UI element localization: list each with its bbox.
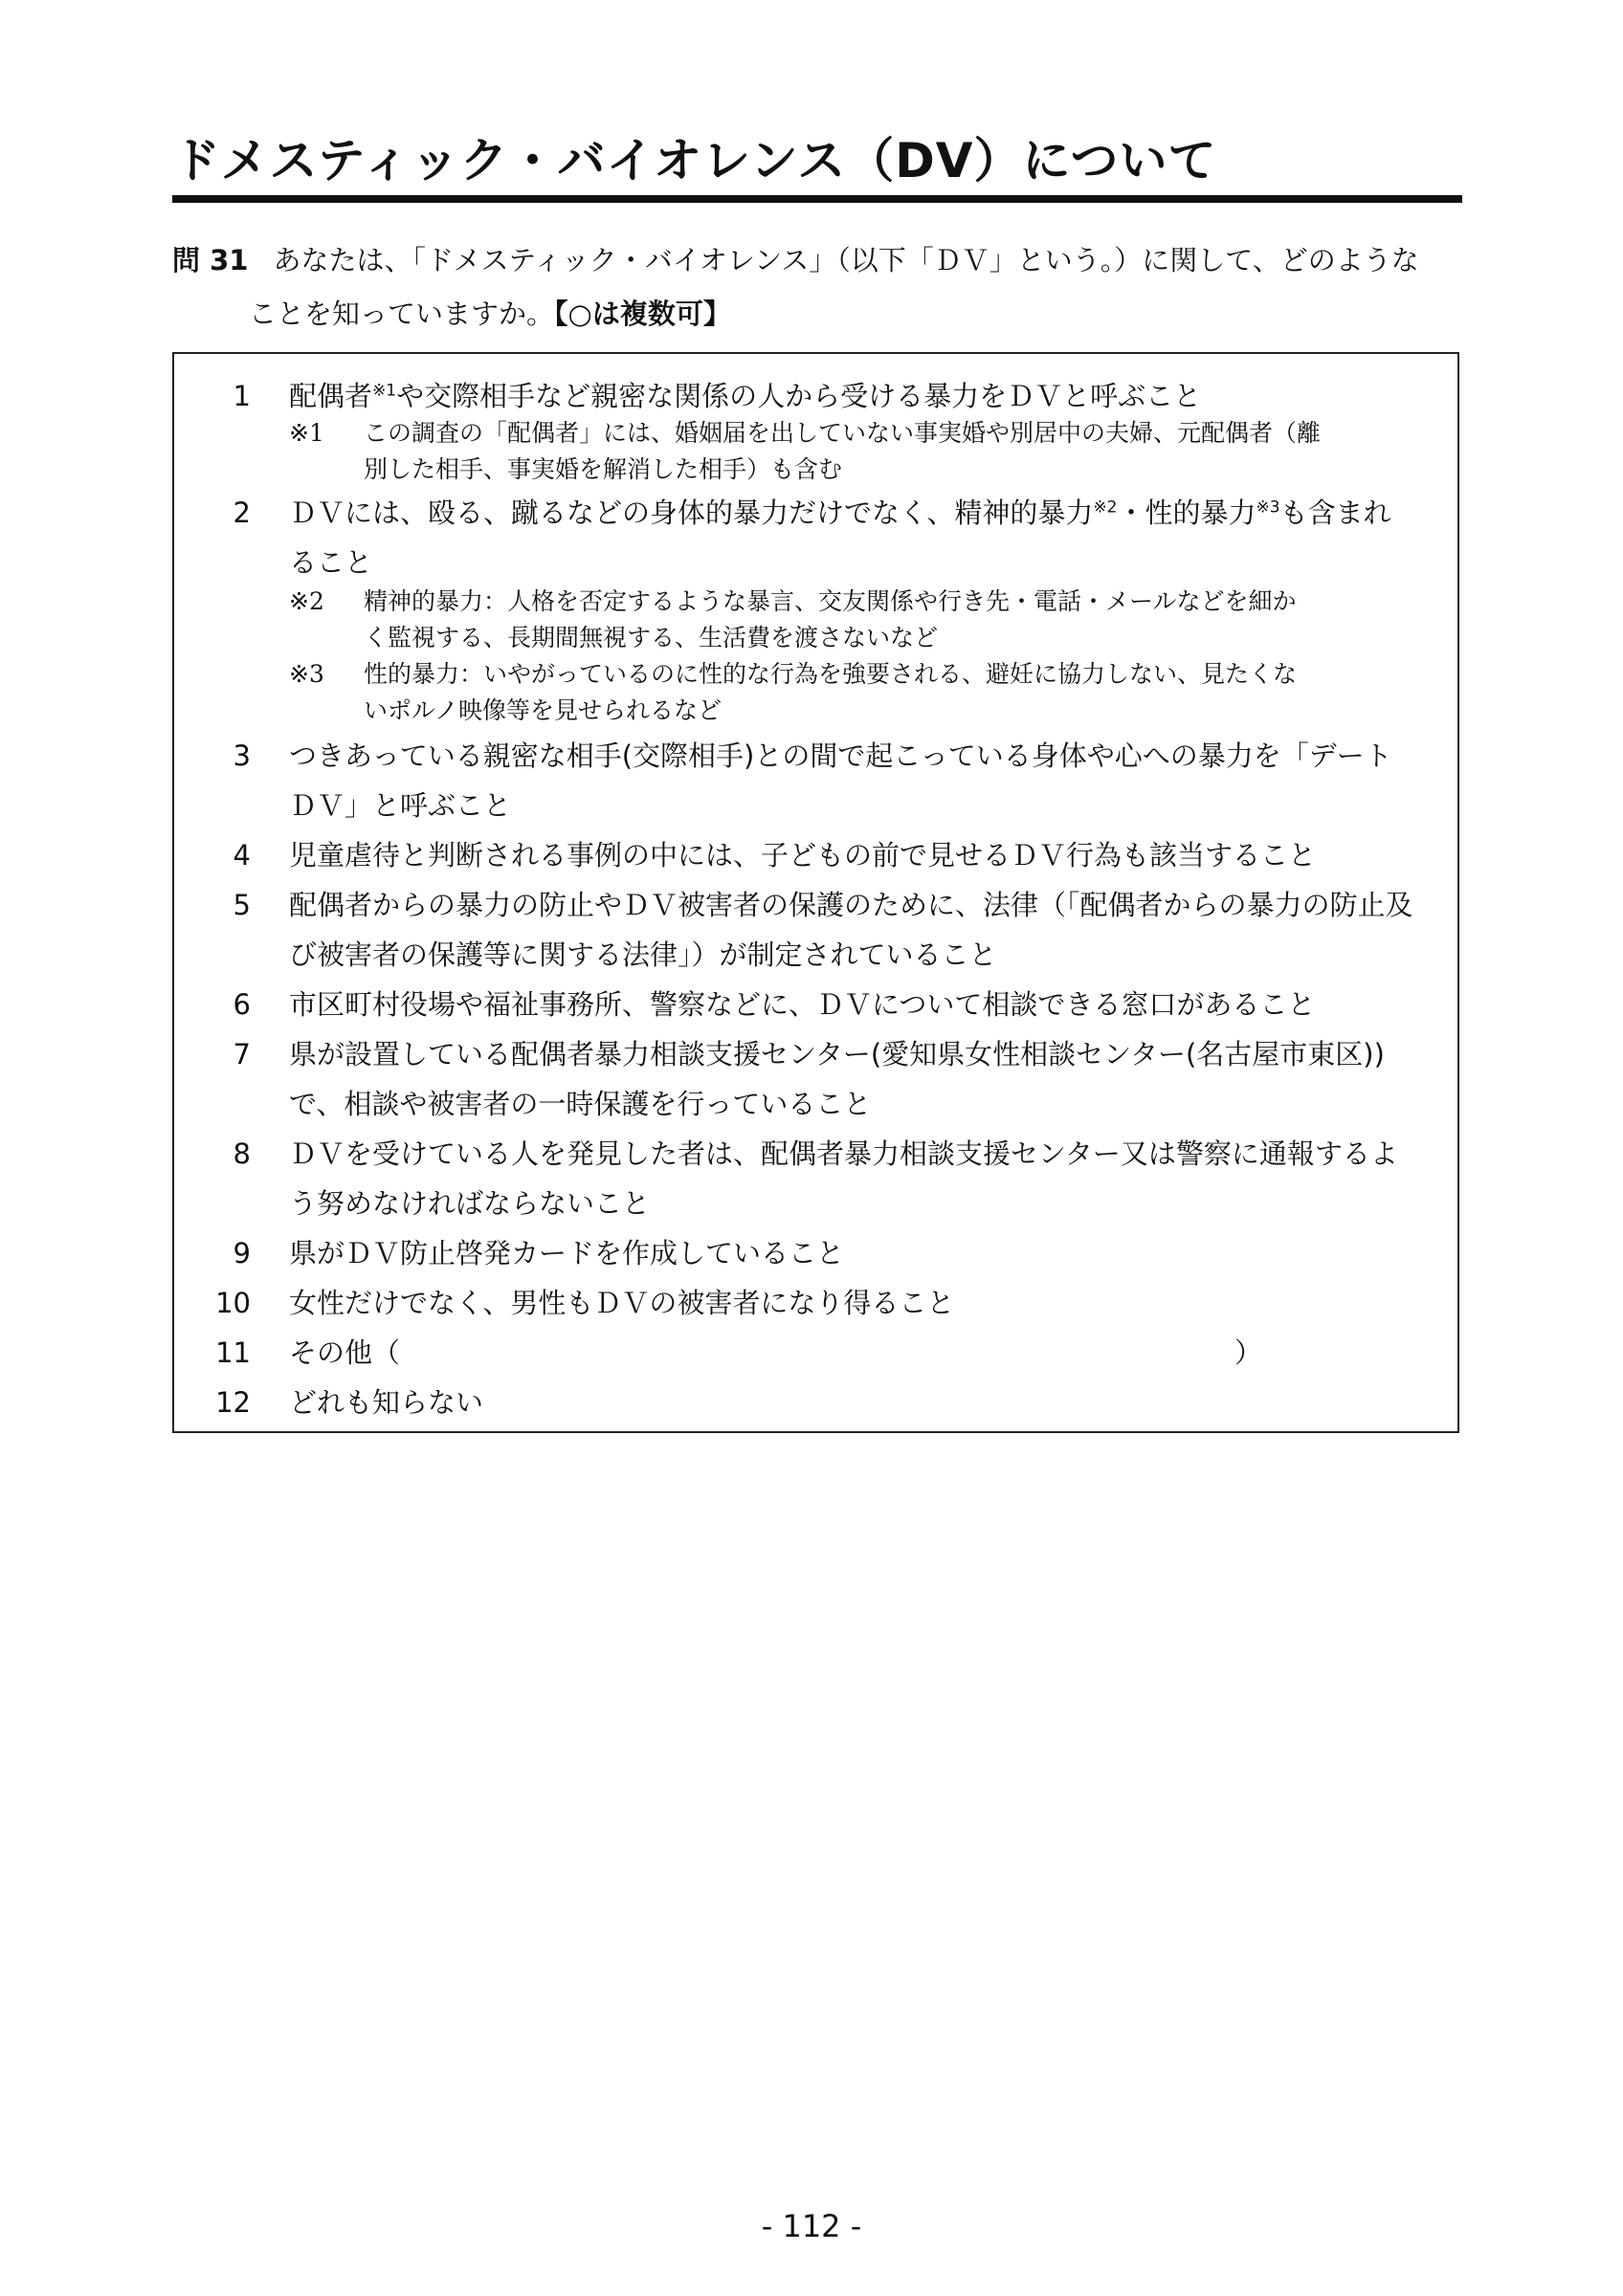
option-7[interactable]: 県が設置している配偶者暴力相談支援センター(愛知県女性相談センター(名古屋市東区)): [289, 1038, 1385, 1071]
option-3[interactable]: つきあっている親密な相手(交際相手)との間で起こっている身体や心への暴力を「デート: [289, 740, 1392, 772]
note-3-line-2: いポルノ映像等を見せられるなど: [364, 696, 723, 724]
question-text-1: あなたは、「ドメスティック・バイオレンス」（以下「ＤＶ」という。）に関して、どのような: [273, 244, 1419, 276]
note-mark: ※2: [289, 587, 324, 615]
option-9[interactable]: 県がＤＶ防止啓発カードを作成していること: [289, 1237, 845, 1269]
options-box: [172, 352, 1459, 1433]
question-line-2: [249, 293, 731, 332]
option-number: 3: [233, 740, 251, 772]
note-mark: ※1: [289, 419, 324, 447]
option-number: 5: [233, 889, 251, 921]
title-underline: [172, 195, 1462, 203]
question-number: 問 31: [172, 244, 249, 276]
option-number: 10: [215, 1287, 251, 1319]
option-11[interactable]: その他（: [289, 1336, 401, 1369]
footnote-ref: ※1: [372, 381, 397, 401]
option-number: 7: [233, 1038, 251, 1071]
option-6[interactable]: 市区町村役場や福祉事務所、警察などに、ＤＶについて相談できる窓口があること: [289, 988, 1316, 1021]
option-number: 9: [233, 1237, 251, 1269]
footnote-ref: ※3: [1256, 497, 1280, 518]
note-1-line-2: 別した相手、事実婚を解消した相手）も含む: [364, 455, 843, 483]
option-10[interactable]: 女性だけでなく、男性もＤＶの被害者になり得ること: [289, 1287, 955, 1319]
question-line-1: [172, 239, 1419, 278]
option-number: 11: [215, 1336, 251, 1369]
option-number: 2: [233, 497, 251, 529]
option-text: や交際相手など親密な関係の人から受ける暴力をＤＶと呼ぶこと: [396, 380, 1202, 412]
option-number: 8: [233, 1137, 251, 1170]
option-text: も含まれ: [1279, 497, 1391, 529]
option-12[interactable]: どれも知らない: [289, 1386, 484, 1419]
note-2-line-2: く監視する、長期間無視する、生活費を渡さないなど: [364, 624, 939, 651]
option-4[interactable]: 児童虐待と判断される事例の中には、子どもの前で見せるＤＶ行為も該当すること: [289, 839, 1317, 872]
other-close-paren: ）: [1234, 1336, 1263, 1369]
option-text: ＤＶには、殴る、蹴るなどの身体的暴力だけでなく、精神的暴力: [289, 497, 1094, 529]
option-8[interactable]: ＤＶを受けている人を発見した者は、配偶者暴力相談支援センター又は警察に通報するよ: [289, 1137, 1398, 1170]
note-mark: ※3: [289, 660, 324, 688]
note-1-line-1: この調査の「配偶者」には、婚姻届を出していない事実婚や別居中の夫婦、元配偶者（離: [364, 419, 1322, 447]
option-2[interactable]: [289, 499, 1391, 527]
note-3-line-1: 性的暴力：いやがっているのに性的な行為を強要される、避妊に協力しない、見たくな: [364, 660, 1298, 688]
option-8-line-2: う努めなければならないこと: [289, 1187, 651, 1220]
option-7-line-2: で、相談や被害者の一時保護を行っていること: [289, 1088, 872, 1120]
option-3-line-2: ＤＶ」と呼ぶこと: [289, 789, 512, 822]
note-2-line-1: 精神的暴力：人格を否定するような暴言、交友関係や行き先・電話・メールなどを細か: [364, 587, 1297, 615]
option-1[interactable]: [289, 380, 1202, 412]
page-number: - 112 -: [761, 2208, 862, 2244]
option-2-line-2: ること: [289, 546, 373, 579]
question-text-2: ことを知っていますか。: [249, 298, 555, 330]
option-text: 配偶者: [289, 380, 373, 412]
page-title: ドメスティック・バイオレンス（DV）について: [172, 133, 1217, 188]
answer-instruction: 【○は複数可】: [554, 298, 731, 330]
option-text: ・性的暴力: [1117, 497, 1256, 529]
option-5-line-2: び被害者の保護等に関する法律」）が制定されていること: [289, 938, 997, 971]
option-number: 4: [233, 839, 251, 872]
option-number: 12: [215, 1386, 251, 1419]
option-5[interactable]: 配偶者からの暴力の防止やＤＶ被害者の保護のために、法律（「配偶者からの暴力の防止及: [289, 889, 1413, 921]
option-number: 6: [233, 988, 251, 1021]
option-number: 1: [233, 380, 251, 412]
footnote-ref: ※2: [1093, 497, 1118, 518]
